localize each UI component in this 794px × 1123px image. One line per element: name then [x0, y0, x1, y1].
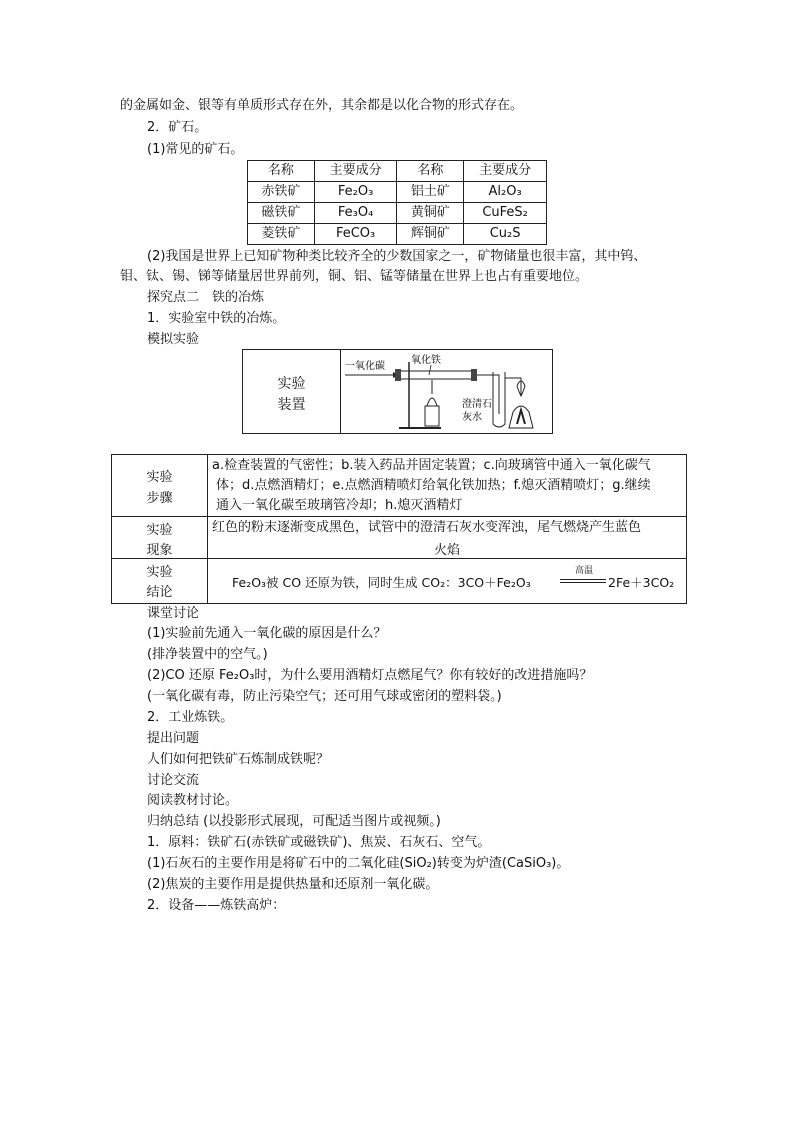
table-cell: 黄铜矿	[397, 203, 464, 224]
observation-text: 红色的粉末逐渐变成黑色，试管中的澄清石灰水变浑浊，尾气燃烧产生蓝色	[212, 520, 642, 535]
text-line: (2)焦炭的主要作用是提供热量和还原剂一氧化碳。	[147, 877, 439, 892]
row-head: 步骤	[146, 491, 173, 506]
co-label: 一氧化碳	[345, 361, 385, 372]
answer-text: (排净装置中的空气。)	[147, 647, 268, 662]
table-row	[248, 224, 547, 245]
steps-text: 通入一氧化碳至玻璃管冷却；h.熄灭酒精灯	[216, 498, 463, 513]
row-head: 现象	[146, 543, 173, 558]
table-row	[248, 203, 547, 224]
table-cell: 辉铜矿	[397, 224, 464, 245]
text-line: (1)石灰石的主要作用是将矿石中的二氧化硅(SiO₂)转变为炉渣(CaSiO₃)。	[147, 856, 570, 871]
table-cell: Fe₃O₄	[314, 203, 397, 224]
table-header: 名称	[248, 161, 315, 182]
text-line: 讨论交流	[147, 773, 200, 788]
table-header: 主要成分	[464, 161, 547, 182]
apparatus-label: 装置	[277, 397, 306, 413]
text-line: 模拟实验	[147, 332, 200, 347]
text-line: 1．实验室中铁的冶炼。	[147, 311, 286, 326]
table-cell: Cu₂S	[464, 224, 547, 245]
table-row	[248, 182, 547, 203]
text-line: 2．设备——炼铁高炉：	[147, 898, 286, 913]
conclusion-equation-right: 2Fe＋3CO₂	[608, 575, 675, 590]
steps-text: a.检查装置的气密性；b.装入药品并固定装置；c.向玻璃管中通入一氧化碳气	[212, 458, 651, 473]
row-head: 实验	[146, 523, 173, 538]
text-line: (1)常见的矿石。	[147, 142, 244, 157]
text-line: 人们如何把铁矿石炼制成铁呢？	[147, 752, 330, 767]
conclusion-equation-left: Fe₂O₃被 CO 还原为铁，同时生成 CO₂：3CO＋Fe₂O₃	[232, 575, 531, 590]
question-text: (1)实验前先通入一氧化碳的原因是什么？	[147, 626, 387, 641]
ore-table	[247, 160, 547, 245]
text-line: 的金属如金、银等有单质形式存在外，其余都是以化合物的形式存在。	[120, 98, 524, 113]
table-cell: 赤铁矿	[248, 182, 315, 203]
steps-text: 体；d.点燃酒精灯；e.点燃酒精喷灯给氧化铁加热；f.熄灭酒精喷灯；g.继续	[216, 478, 651, 493]
section-heading: 2．工业炼铁。	[147, 710, 234, 725]
observation-text: 火焰	[433, 543, 460, 558]
text-line: (2)我国是世界上已知矿物种类比较齐全的少数国家之一，矿物储量也很丰富，其中钨、	[147, 249, 647, 264]
table-cell: 菱铁矿	[248, 224, 315, 245]
text-line: 提出问题	[147, 731, 200, 746]
fe-label: 氧化铁	[411, 355, 441, 366]
row-head: 实验	[146, 470, 173, 485]
section-heading: 课堂讨论	[147, 606, 200, 621]
apparatus-diagram	[341, 350, 551, 433]
section-heading: 2．矿石。	[147, 120, 208, 135]
table-cell: 铝土矿	[397, 182, 464, 203]
text-line: 阅读教材讨论。	[147, 793, 239, 808]
table-cell: 磁铁矿	[248, 203, 315, 224]
glass-tube-icon	[399, 371, 473, 379]
text-line: 钼、钛、锡、锑等储量居世界前列，铜、铝、锰等储量在世界上也占有重要地位。	[120, 269, 589, 284]
table-header: 名称	[397, 161, 464, 182]
reaction-condition: 高温	[574, 566, 593, 576]
answer-text: (一氧化碳有毒，防止污染空气；还可用气球或密闭的塑料袋。)	[147, 689, 502, 704]
apparatus-box	[242, 349, 553, 434]
lime-label: 灰水	[462, 412, 482, 423]
apparatus-label: 实验	[277, 376, 306, 392]
burner-icon	[425, 406, 439, 426]
table-cell: CuFeS₂	[464, 203, 547, 224]
section-heading: 探究点二 铁的冶炼	[147, 290, 265, 305]
table-cell: Fe₂O₃	[314, 182, 397, 203]
question-text: (2)CO 还原 Fe₂O₃时，为什么要用酒精灯点燃尾气？你有较好的改进措施吗？	[147, 668, 593, 683]
table-row	[248, 161, 547, 182]
table-cell: FeCO₃	[314, 224, 397, 245]
text-line: 归纳总结 (以投影形式展现，可配适当图片或视频。)	[147, 814, 441, 829]
text-line: 1．原料：铁矿石(赤铁矿或磁铁矿)、焦炭、石灰石、空气。	[147, 835, 491, 850]
row-head: 结论	[146, 585, 173, 600]
row-head: 实验	[146, 565, 173, 580]
lime-label: 澄清石	[462, 399, 492, 410]
table-header: 主要成分	[314, 161, 397, 182]
experiment-table	[111, 454, 687, 604]
equals-line	[560, 582, 606, 583]
equals-line	[560, 579, 606, 580]
table-cell: Al₂O₃	[464, 182, 547, 203]
apparatus-label-cell	[243, 350, 341, 433]
